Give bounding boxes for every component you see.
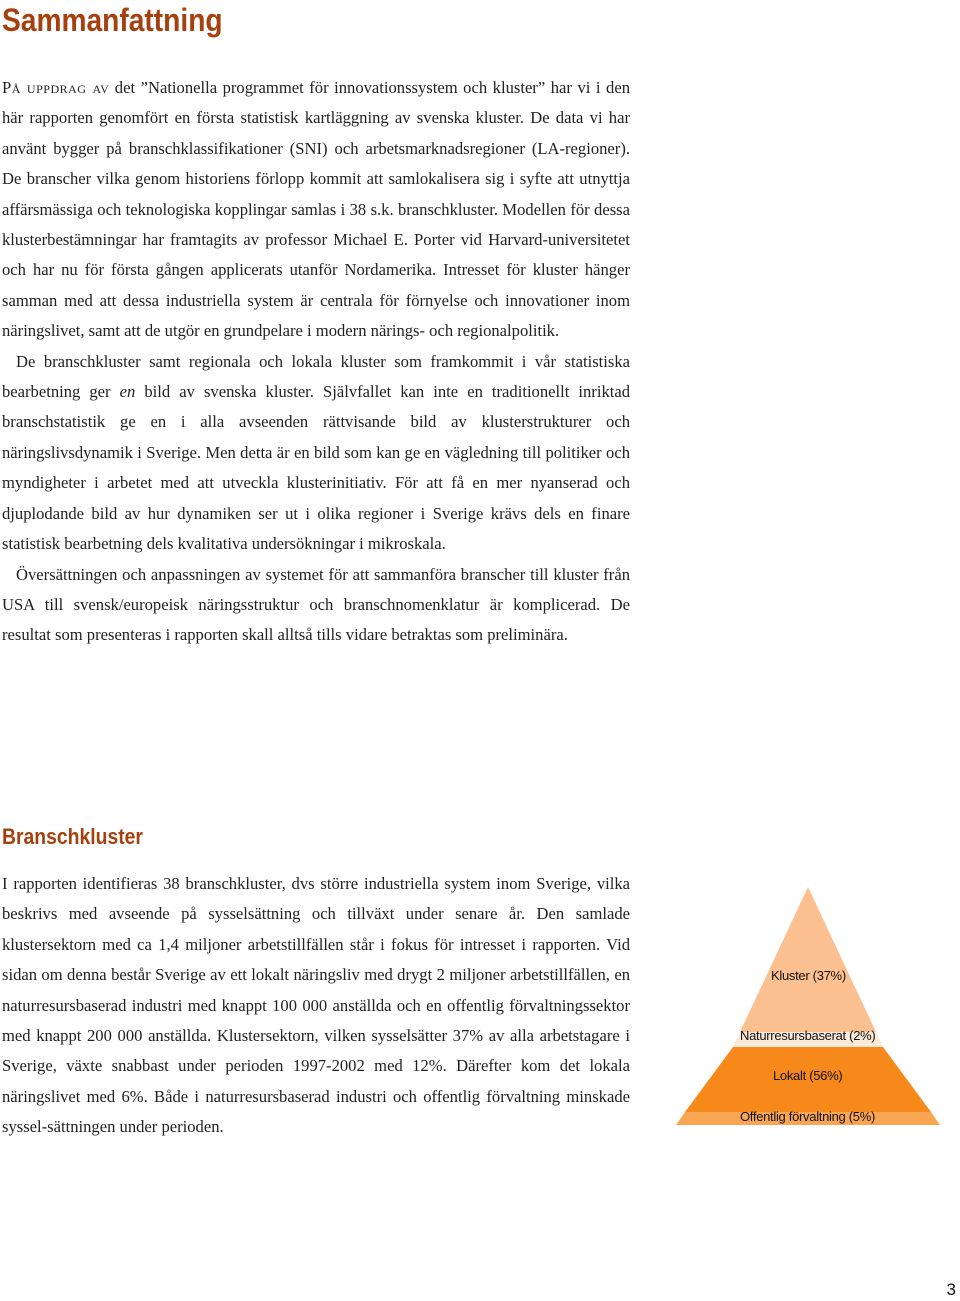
section-heading: Branschkluster [2, 824, 143, 849]
summary-paragraph-2-text-b: bild av svenska kluster. Självfallet kan inte en traditionellt inriktad branschstatistik ge en i alla avseenden rättvisande bild av klusterstrukturer och näringslivsdynamik i Sverige. Men detta är en bild som kan ge en vägledning till politiker och myndigheter i arbetet med att utveckla klusterinitiativ. För att få en mer nyanserad och djuplodande bild av hur dynamiken ser ut i olika regioner i Sverige krävs dels en finare statistisk bearbetning dels kvalitativa undersökningar i mikroskala. [2, 382, 631, 554]
summary-body [2, 73, 630, 651]
summary-paragraph-1 [2, 73, 630, 347]
paragraph-lead-in: På uppdrag av [2, 78, 110, 97]
summary-paragraph-2 [2, 347, 630, 560]
cluster-pyramid-diagram [676, 887, 944, 1127]
pyramid-label-offentlig: Offentlig förvaltning (5%) [740, 1109, 876, 1124]
pyramid-label-kluster: Kluster (37%) [771, 968, 846, 983]
branch-paragraph: I rapporten identifieras 38 branschkluster, dvs större industriella system inom Sverige, vilka beskrivs med avseende på sysselsättning och tillväxt under senare år. Den samlade klustersektorn med ca 1,4 miljoner arbetstillfällen står i fokus för intresset i rapporten. Vid sidan om denna består Sverige av ett lokalt näringsliv med drygt 2 miljoner arbetstillfällen, en naturresursbaserad industri med knappt 100 000 anställda och en offentlig förvaltningssektor med knappt 200 000 anställda. Klustersektorn, vilken sysselsätter 37% av alla arbetstagare i Sverige, växte snabbast under perioden 1997-2002 med 12%. Därefter kom det lokala näringslivet med 6%. Både i naturresursbaserad industri och offentlig förvaltning minskade syssel-sättningen under perioden. [2, 874, 630, 1137]
summary-paragraph-2-text-a: De branschkluster samt regionala och lokala kluster som framkommit i vår statistiska bearbetning ger [2, 351, 630, 402]
page-title: Sammanfattning [2, 2, 223, 38]
emphasis-word: en [119, 382, 136, 402]
pyramid-label-naturresurs: Naturresursbaserat (2%) [740, 1028, 876, 1043]
pyramid-label-lokalt: Lokalt (56%) [773, 1068, 843, 1083]
pyramid-graphic [676, 887, 944, 1127]
summary-paragraph-3: Översättningen och anpassningen av systemet för att sammanföra branscher till kluster från USA till svensk/europeisk näringsstruktur och branschnomenklatur är komplicerad. De resultat som presenteras i rapporten skall alltså tills vidare betraktas som preliminära. [2, 564, 630, 645]
pyramid-level-kluster [740, 887, 876, 1032]
branch-body [2, 869, 630, 1143]
summary-paragraph-1-text: det ”Nationella programmet för innovationssystem och kluster” har vi i den här rapporten genomfört en första statistisk kartläggning av svenska kluster. De data vi har använt bygger på branschklassifikationer (SNI) och arbetsmarknadsregioner (LA-regioner). De branscher vilka genom historiens förlopp kommit att samlokalisera sig i syfte att utnyttja affärsmässiga och teknologiska kopplingar samlas i 38 s.k. branschkluster. Modellen för dessa klusterbestämningar har framtagits av professor Michael E. Porter vid Harvard-universitetet och har nu för första gången applicerats utanför Nordamerika. Intresset för kluster hänger samman med att dessa industriella system är centrala för förnyelse och innovationer inom näringslivet, samt att de utgör en grundpelare i modern närings- och regionalpolitik. [2, 78, 630, 341]
page-number: 3 [946, 1280, 956, 1299]
